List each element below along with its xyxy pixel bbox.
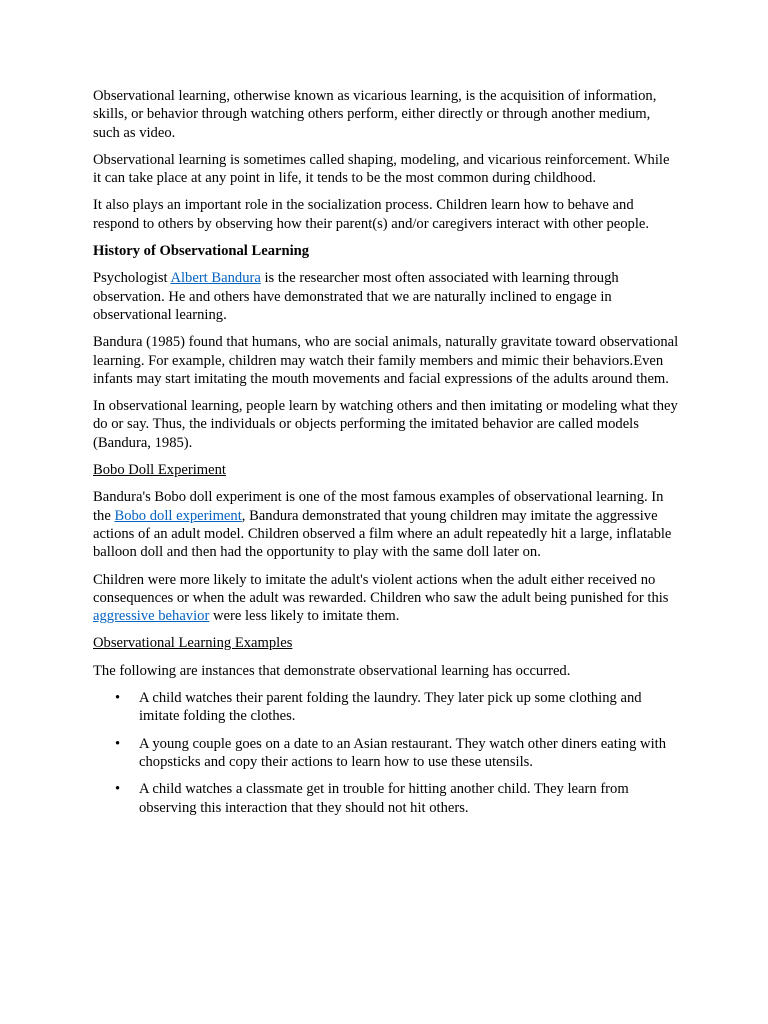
document-page xyxy=(93,87,679,826)
examples-heading: Observational Learning Examples xyxy=(93,635,293,652)
bobo-p2-text-after: were less likely to imitate them. xyxy=(209,608,400,625)
aggressive-behavior-link[interactable]: aggressive behavior xyxy=(93,608,210,625)
bobo-p2-text-before: Children were more likely to imitate the adult's violent actions when the adult either received no consequences or when the adult was rewarded. Children who saw the adult being punished for this xyxy=(93,571,669,606)
list-item-text: A young couple goes on a date to an Asian restaurant. They watch other diners eating with chopsticks and copy their actions to learn how to use these utensils. xyxy=(139,735,666,770)
list-item-text: A child watches a classmate get in trouble for hitting another child. They learn from observing this interaction that they should not hit others. xyxy=(139,781,629,816)
list-item xyxy=(93,689,679,726)
history-p1-text-before: Psychologist xyxy=(93,270,171,287)
bobo-heading: Bobo Doll Experiment xyxy=(93,462,226,479)
intro-paragraph-3: It also plays an important role in the socialization process. Children learn how to behave and respond to others by observing how their parent(s) and/or caregivers interact with other people. xyxy=(93,197,650,232)
bobo-paragraph-2 xyxy=(93,571,679,626)
bullet-icon: • xyxy=(115,690,121,707)
history-p1-text-after: is the researcher most often associated with learning through observation. He and others have demonstrated that we are naturally inclined to engage in observational learning. xyxy=(93,270,619,323)
history-heading: History of Observational Learning xyxy=(93,243,310,260)
list-item xyxy=(93,735,679,772)
bobo-p1-text-after: , Bandura demonstrated that young children may imitate the aggressive actions of an adult model. Children observed a film where an adult repeatedly hit a large, inflatable balloon doll and then had the opportunity to play with the same doll later on. xyxy=(93,507,672,561)
history-paragraph-1 xyxy=(93,269,679,324)
albert-bandura-link[interactable]: Albert Bandura xyxy=(170,270,261,287)
examples-list xyxy=(93,689,679,817)
bullet-icon: • xyxy=(115,735,121,752)
intro-paragraph-2: Observational learning is sometimes called shaping, modeling, and vicarious reinforcement. While it can take place at any point in life, it tends to be the most common during childhood. xyxy=(93,151,670,187)
list-item xyxy=(93,780,679,817)
history-paragraph-2: Bandura (1985) found that humans, who are social animals, naturally gravitate toward observational learning. For example, children may watch their family members and mimic their behaviors.Even infants may start imitating the mouth movements and facial expressions of the adults around them. xyxy=(93,334,679,387)
bullet-icon: • xyxy=(115,781,121,798)
examples-intro: The following are instances that demonstrate observational learning has occurred. xyxy=(93,662,571,679)
list-item-text: A child watches their parent folding the laundry. They later pick up some clothing and imitate folding the clothes. xyxy=(139,690,642,725)
bobo-doll-experiment-link[interactable]: Bobo doll experiment xyxy=(114,507,242,524)
intro-paragraph-1: Observational learning, otherwise known as vicarious learning, is the acquisition of information, skills, or behavior through watching others perform, either directly or through another medium, such as video. xyxy=(93,88,657,141)
bobo-p1-text-before: Bandura's Bobo doll experiment is one of the most famous examples of observational learning. In the xyxy=(93,489,664,524)
bobo-paragraph-1 xyxy=(93,488,679,561)
history-paragraph-3: In observational learning, people learn by watching others and then imitating or modeling what they do or say. Thus, the individuals or objects performing the imitated behavior are called models (Bandura, 1985). xyxy=(93,398,678,451)
